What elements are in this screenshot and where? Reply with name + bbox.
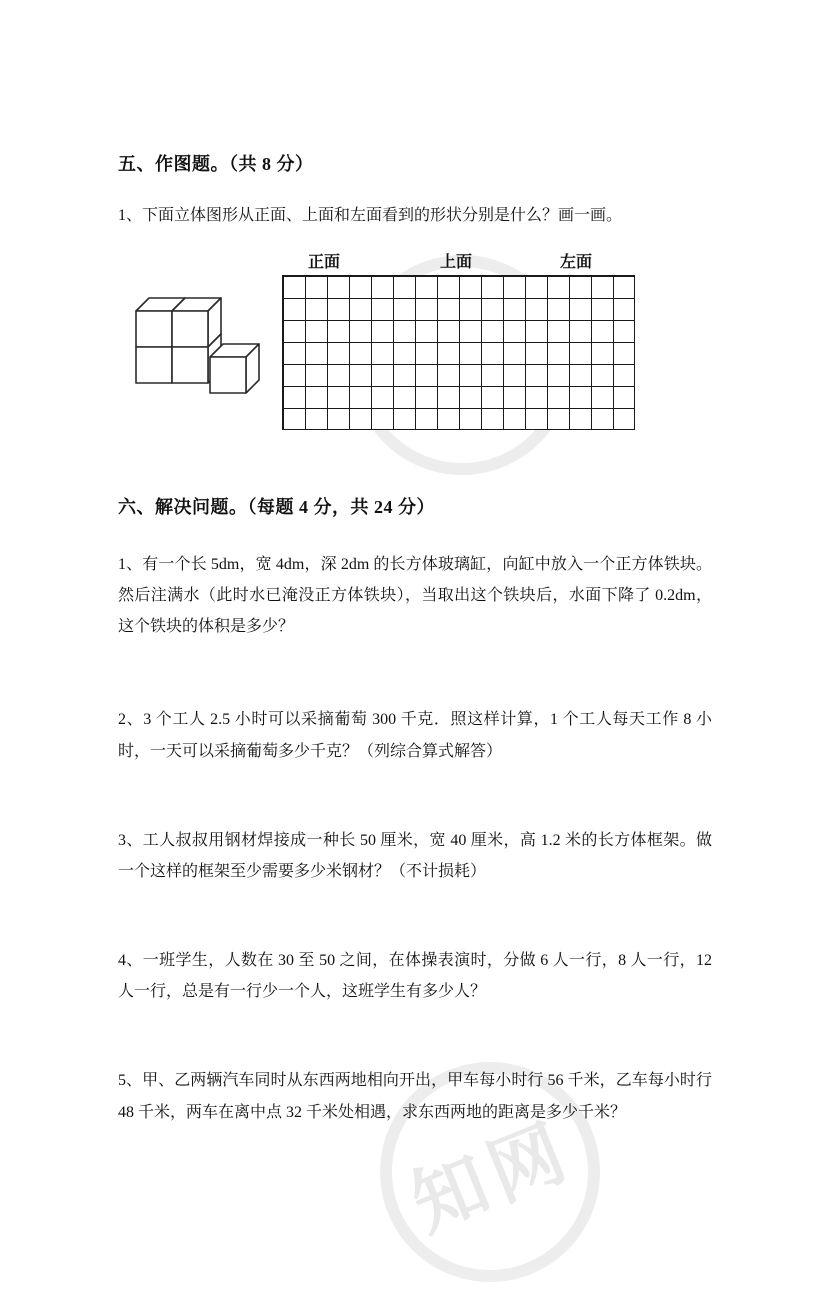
label-top-view: 上面 xyxy=(440,253,473,271)
question-3: 3、工人叔叔用钢材焊接成一种长 50 厘米，宽 40 厘米，高 1.2 米的长方体框架。做一个这样的框架至少需要多少米钢材？（不计损耗） xyxy=(118,831,712,880)
label-front-view: 正面 xyxy=(308,253,341,271)
label-left-view: 左面 xyxy=(560,253,593,271)
question-2: 2、3 个工人 2.5 小时可以采摘葡萄 300 千克．照这样计算，1 个工人每天工作 8 小时，一天可以采摘葡萄多少千克？（列综合算式解答） xyxy=(118,711,712,760)
view-labels xyxy=(282,249,634,275)
section6-title: 六、解决问题。（每题 4 分，共 24 分） xyxy=(118,496,435,517)
section5-title: 五、作图题。（共 8 分） xyxy=(118,154,314,174)
section5-question1-text: 1、下面立体图形从正面、上面和左面看到的形状分别是什么？画一画。 xyxy=(118,207,623,224)
cube-figure xyxy=(122,295,282,402)
drawing-grid[interactable] xyxy=(282,275,635,430)
drawing-figure-row xyxy=(118,249,712,449)
watermark-text: 知网 xyxy=(401,1109,585,1248)
question-4: 4、一班学生，人数在 30 至 50 之间，在体操表演时，分做 6 人一行，8 人一行，12 人一行，总是有一行少一个人，这班学生有多少人？ xyxy=(118,952,712,1001)
question-1: 1、有一个长 5dm，宽 4dm，深 2dm 的长方体玻璃缸，向缸中放入一个正方体铁块。然后注满水（此时水已淹没正方体铁块），当取出这个铁块后，水面下降了 0.2dm，这个铁块的体积是多少？ xyxy=(118,555,712,636)
question-5: 5、甲、乙两辆汽车同时从东西两地相向开出，甲车每小时行 56 千米，乙车每小时行 48 千米，两车在离中点 32 千米处相遇，求东西两地的距离是多少千米？ xyxy=(118,1072,712,1121)
answer-grid-area xyxy=(282,249,635,430)
isometric-cubes-icon xyxy=(122,295,272,397)
